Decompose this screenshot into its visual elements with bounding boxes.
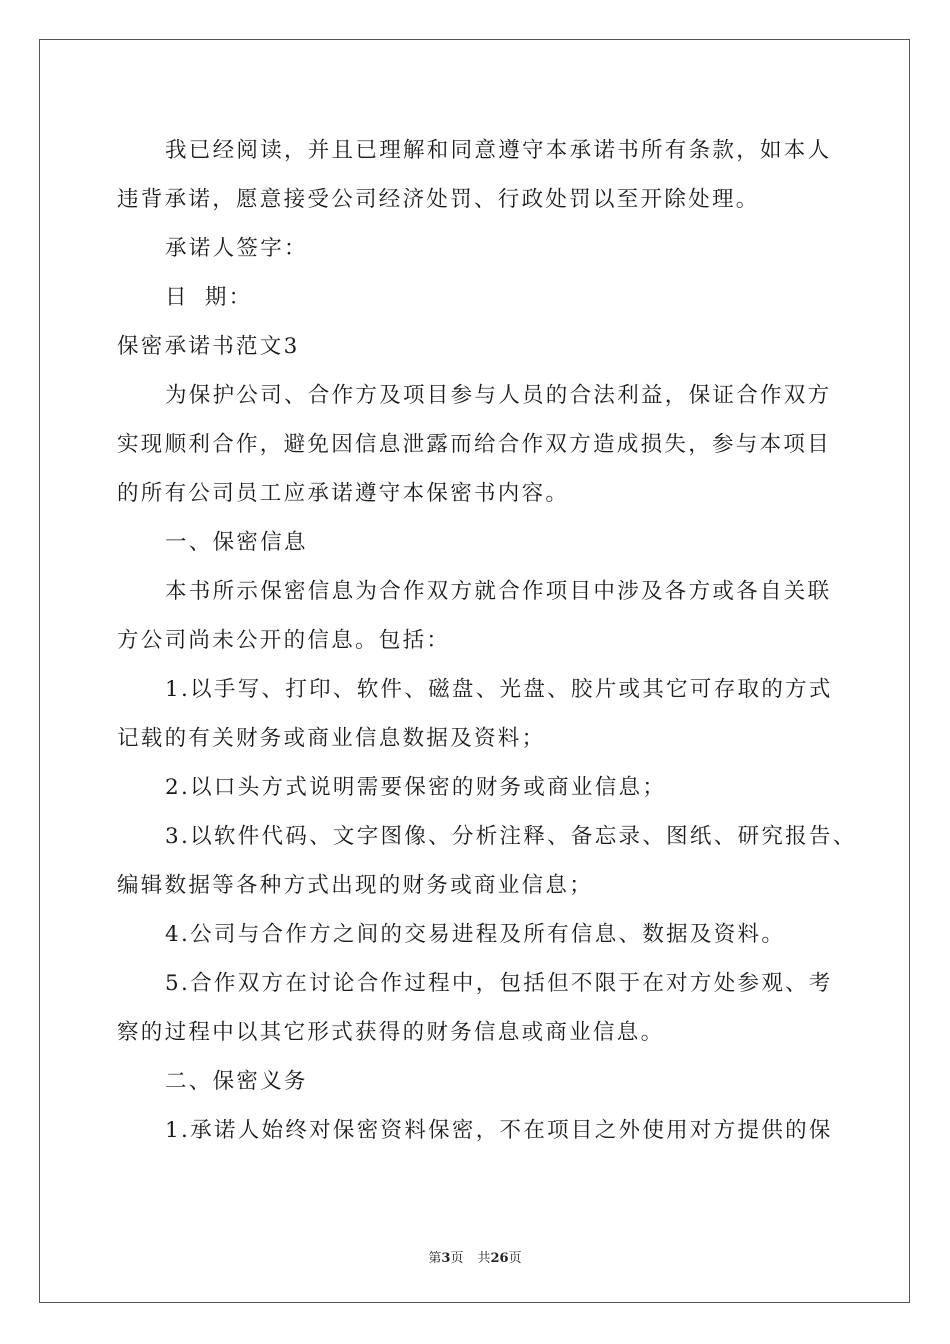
footer-total-suffix: 页 <box>508 1251 522 1266</box>
section-title: 保密承诺书范文3 <box>117 334 300 359</box>
list-item: 1.承诺人始终对保密资料保密，不在项目之外使用对方提供的保 <box>165 1118 833 1143</box>
paragraph-line: 方公司尚未公开的信息。包括： <box>117 628 451 653</box>
footer-prefix: 第 <box>428 1251 442 1266</box>
list-item: 3.以软件代码、文字图像、分析注释、备忘录、图纸、研究报告、 <box>165 824 857 849</box>
paragraph-line: 我已经阅读，并且已理解和同意遵守本承诺书所有条款，如本人 <box>165 138 832 163</box>
date-label-part2: 期： <box>204 285 253 310</box>
date-label <box>117 273 837 322</box>
paragraph-line: 实现顺利合作，避免因信息泄露而给合作双方造成损失，参与本项目 <box>117 432 832 457</box>
document-body <box>117 126 857 1155</box>
list-item: 4.公司与合作方之间的交易进程及所有信息、数据及资料。 <box>165 922 786 947</box>
footer-page-suffix: 页 <box>450 1251 464 1266</box>
list-item-continued: 察的过程中以其它形式获得的财务信息或商业信息。 <box>117 1020 665 1045</box>
list-item: 5.合作双方在讨论合作过程中，包括但不限于在对方处参观、考 <box>165 971 833 996</box>
list-item-continued: 记载的有关财务或商业信息数据及资料； <box>117 726 546 751</box>
paragraph-line: 违背承诺，愿意接受公司经济处罚、行政处罚以至开除处理。 <box>117 187 760 212</box>
list-item: 2.以口头方式说明需要保密的财务或商业信息； <box>165 775 667 800</box>
page-footer <box>0 1247 950 1266</box>
date-label-part1: 日 <box>165 285 189 310</box>
list-item: 1.以手写、打印、软件、磁盘、光盘、胶片或其它可存取的方式 <box>165 677 833 702</box>
footer-total-prefix: 共 <box>477 1251 491 1266</box>
paragraph-line: 的所有公司员工应承诺遵守本保密书内容。 <box>117 481 570 506</box>
list-item-continued: 编辑数据等各种方式出现的财务或商业信息； <box>117 873 594 898</box>
signature-label: 承诺人签字： <box>165 236 308 261</box>
heading-confidential-duty: 二、保密义务 <box>165 1069 308 1094</box>
heading-confidential-info: 一、保密信息 <box>165 530 308 555</box>
paragraph-line: 为保护公司、合作方及项目参与人员的合法利益，保证合作双方 <box>165 383 832 408</box>
paragraph-line: 本书所示保密信息为合作双方就合作项目中涉及各方或各自关联 <box>165 579 832 604</box>
footer-page-number: 3 <box>441 1251 451 1266</box>
footer-total-pages: 26 <box>490 1251 509 1266</box>
